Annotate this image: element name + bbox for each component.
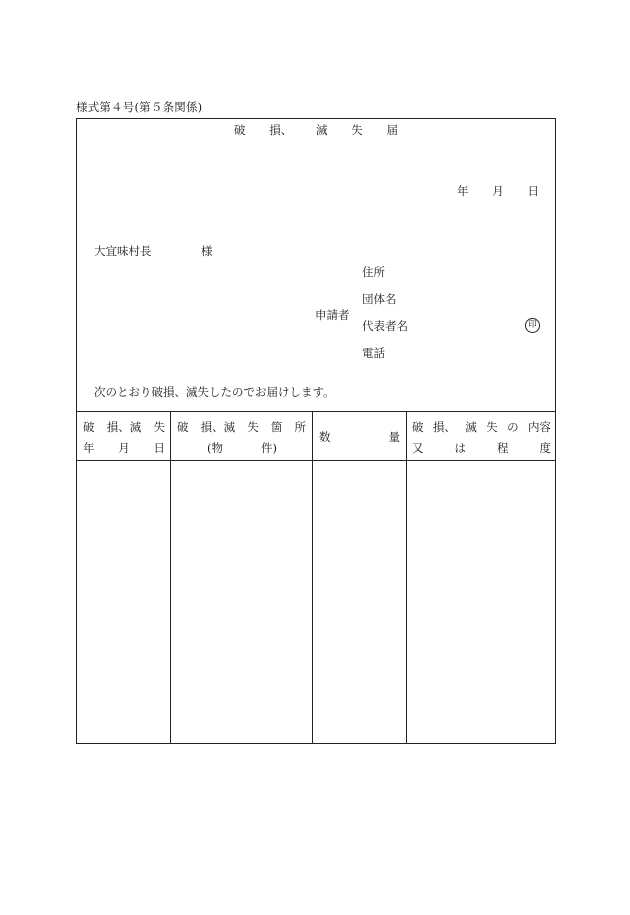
statement-text: 次のとおり破損、滅失したのでお届けします。 xyxy=(94,385,335,399)
date-line xyxy=(457,184,539,198)
table-cell-date[interactable] xyxy=(77,461,170,743)
table-cell-quantity[interactable] xyxy=(313,461,406,743)
table-top-border xyxy=(77,411,555,412)
date-day-label: 日 xyxy=(527,184,539,198)
form-number: 様式第４号(第５条関係) xyxy=(76,100,203,114)
title-char: 破 xyxy=(234,123,246,137)
header-col4-line1: 破 損、 滅 失 の 内容 xyxy=(412,420,551,434)
header-col1-line2: 年 月 日 xyxy=(83,441,165,455)
representative-label: 代表者名 xyxy=(362,319,408,333)
addressee-honorific: 様 xyxy=(201,244,213,258)
title-char: 失 xyxy=(351,123,363,137)
seal-mark: 印 xyxy=(525,318,540,333)
form-frame xyxy=(76,118,556,744)
header-col1-line1: 破 損、滅 失 xyxy=(83,420,165,434)
header-col2-line1: 破 損、滅 失 箇 所 xyxy=(177,420,306,434)
group-name-label: 団体名 xyxy=(362,292,397,306)
title-char: 損、 xyxy=(269,123,293,137)
header-col4-line2: 又 は 程 度 xyxy=(412,441,551,455)
applicant-label: 申請者 xyxy=(315,308,350,322)
title-char: 滅 xyxy=(316,123,328,137)
address-label: 住所 xyxy=(362,265,385,279)
form-title xyxy=(234,123,398,137)
table-cell-location[interactable] xyxy=(171,461,312,743)
header-col2-line2: (物 件) xyxy=(207,441,277,455)
table-cell-details[interactable] xyxy=(407,461,555,743)
date-year-label: 年 xyxy=(457,184,469,198)
header-col3: 数 量 xyxy=(319,430,400,444)
date-month-label: 月 xyxy=(492,184,504,198)
addressee-name: 大宜味村長 xyxy=(94,244,152,258)
phone-label: 電話 xyxy=(362,346,385,360)
title-char: 届 xyxy=(386,123,398,137)
